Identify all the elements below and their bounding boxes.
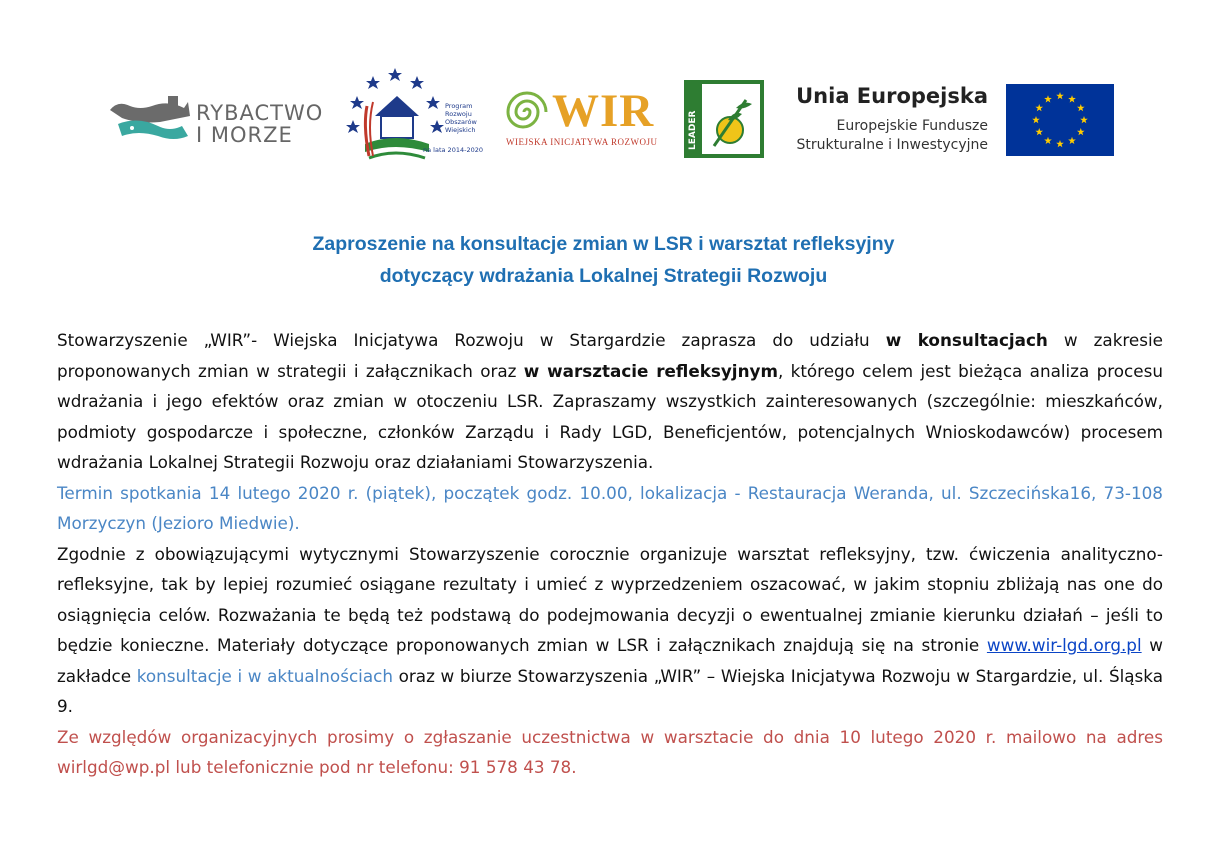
logo-strip	[0, 60, 1207, 170]
wir-subtitle: WIEJSKA INICJATYWA ROZWOJU	[506, 137, 658, 147]
website-link[interactable]: www.wir-lgd.org.pl	[986, 635, 1142, 655]
text-run: w zakresie proponowanych zmian w strategii i załącznikach oraz	[57, 330, 1163, 381]
text-run: oraz w biurze Stowarzyszenia „WIR” – Wiejska Inicjatywa Rozwoju w Stargardzie, ul. Śląska 9.	[57, 665, 1163, 716]
rybactwo-line1: RYBACTWO	[196, 101, 324, 125]
ue-title: Unia Europejska	[796, 84, 988, 108]
text-run: , którego celem jest bieżąca analiza procesu wdrażania i jego efektów oraz zmian w otoczeniu LSR. Zapraszamy wszystkich zainteresowanych (szczególnie: mieszkańców, podmioty gospodarcze i społeczne, członków Zarządu i Rady LGD, Beneficjentów, potencjalnych Wnioskodawców) procesem wdrażania Lokalnej Strategii Rozwoju oraz działaniami Stowarzyszenia.	[57, 360, 1163, 472]
spiral-icon	[504, 88, 550, 136]
text-run: w zakładce	[57, 635, 1163, 686]
title-line2: dotyczący wdrażania Lokalnej Strategii Rozwoju	[379, 265, 828, 287]
document-title	[0, 228, 1207, 292]
prow-line: Obszarów	[445, 118, 477, 126]
prow-text	[445, 102, 477, 134]
wir-wordmark: WIR	[552, 85, 655, 137]
wir-logo	[504, 85, 670, 150]
leader-label: LEADER	[688, 110, 698, 150]
ue-subtitle	[797, 117, 988, 155]
bold-consultations: w konsultacjach	[885, 330, 1048, 350]
leader-logo	[684, 80, 764, 158]
paragraph-invitation	[57, 325, 1163, 478]
fish-icon	[108, 96, 194, 146]
rybactwo-logo	[108, 96, 323, 146]
prow-line: Rozwoju	[445, 110, 472, 118]
text-run: Stowarzyszenie „WIR”- Wiejska Inicjatywa Rozwoju w Stargardzie zaprasza do udziału	[57, 330, 886, 350]
eu-flag	[1006, 84, 1114, 156]
ue-subtitle-line2: Strukturalne i Inwestycyjne	[796, 137, 988, 153]
section-reference: konsultacje i w aktualnościach	[136, 665, 393, 686]
title-line1: Zaproszenie na konsultacje zmian w LSR i warsztat refleksyjny	[312, 233, 895, 255]
leader-emblem-icon	[684, 80, 764, 158]
ue-subtitle-line1: Europejskie Fundusze	[836, 118, 988, 134]
paragraph-registration: Ze względów organizacyjnych prosimy o zgłaszanie uczestnictwa w warsztacie do dnia 10 lutego 2020 r. mailowo na adres wirlgd@wp.pl lub telefonicznie pod nr telefonu: 91 578 43 78.	[57, 726, 1163, 777]
document-body	[57, 325, 1163, 783]
rybactwo-line2: I MORZE	[196, 123, 293, 147]
ue-funds-logo	[778, 84, 988, 158]
prow-years: na lata 2014-2020	[423, 146, 483, 154]
rybactwo-text	[196, 102, 323, 146]
text-run: Zgodnie z obowiązującymi wytycznymi Stowarzyszenie corocznie organizuje warsztat refleksyjny, tzw. ćwiczenia analityczno-refleksyjne, tak by lepiej rozumieć osiągane rezultaty i umieć z wyprzedzeniem oszacować, w jakim stopniu zbliżają nas one do osiągnięcia celów. Rozważania te będą też podstawą do podejmowania decyzji o ewentualnej zmianie kierunku działań – jeśli to będzie konieczne. Materiały dotyczące proponowanych zmian w LSR i załącznikach znajdują się na stronie	[57, 543, 1163, 655]
bold-workshop: w warsztacie refleksyjnym	[523, 360, 778, 381]
prow-line: Wiejskich	[445, 126, 476, 134]
prow-logo	[345, 66, 495, 164]
prow-line: Program	[445, 102, 473, 110]
paragraph-details	[57, 539, 1163, 722]
eu-flag-icon	[1006, 84, 1114, 156]
paragraph-meeting-date: Termin spotkania 14 lutego 2020 r. (piątek), początek godz. 10.00, lokalizacja - Restauracja Weranda, ul. Szczecińska16, 73-108 Morzyczyn (Jezioro Miedwie).	[57, 482, 1163, 533]
